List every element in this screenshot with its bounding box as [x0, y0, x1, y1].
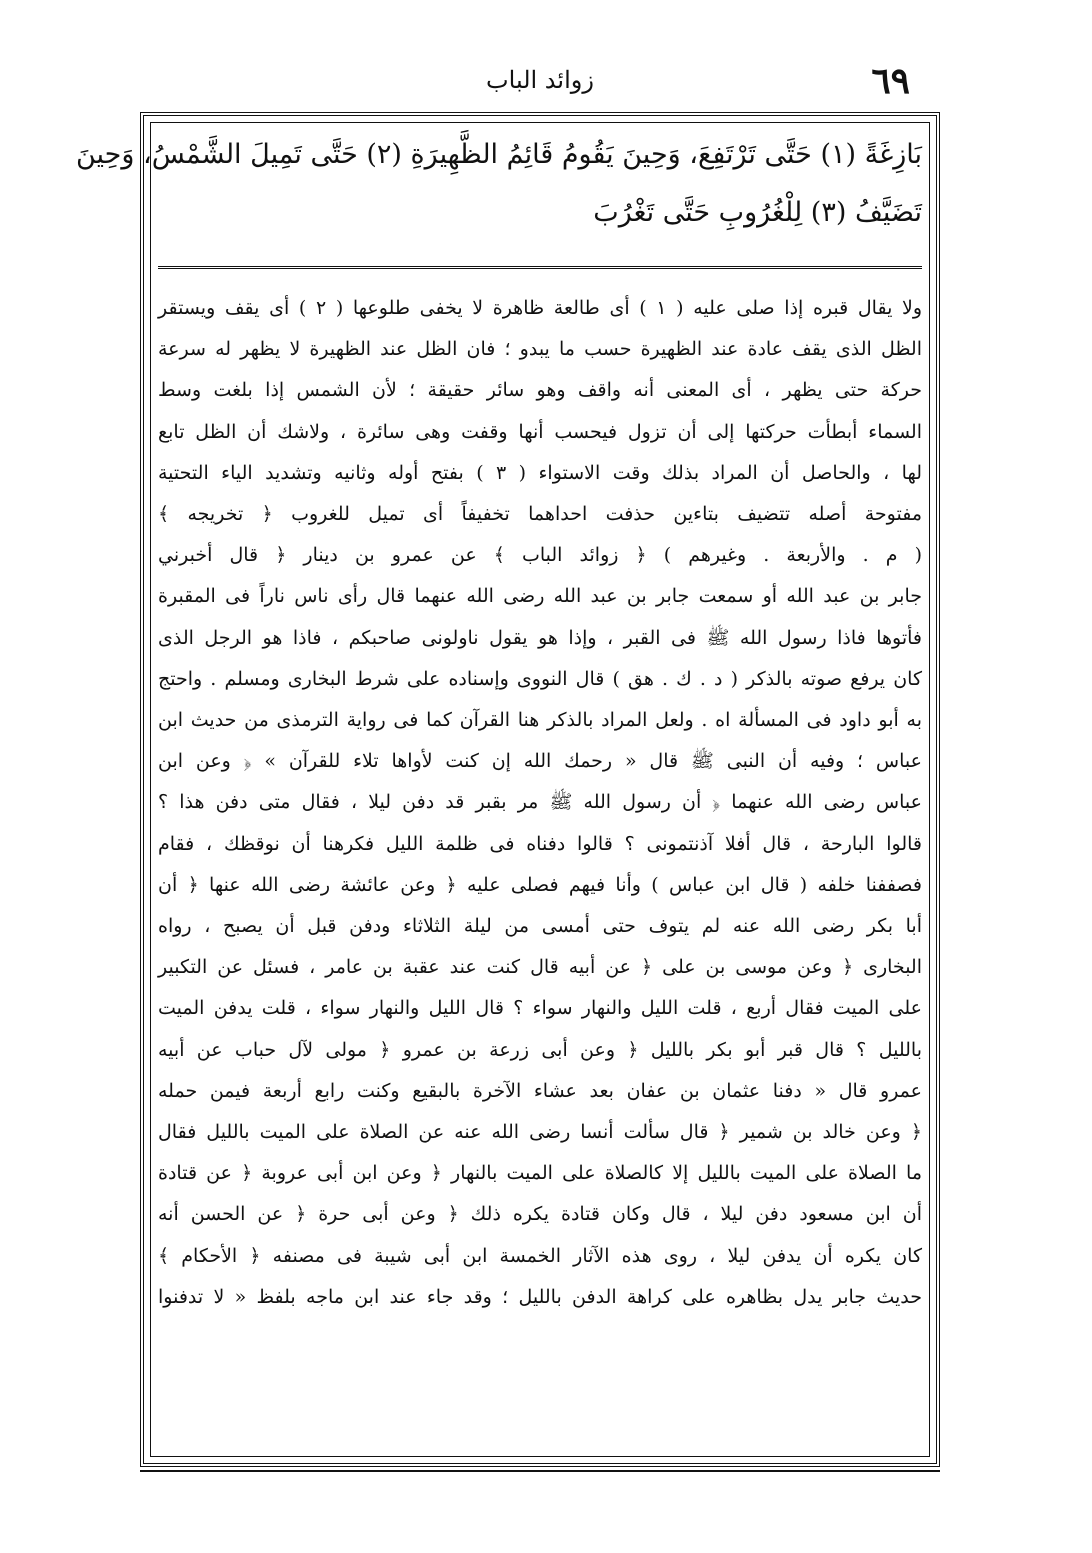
commentary-line: به أبو داود فى المسألة اه . ولعل المراد بالذكر هنا القرآن كما فى رواية الترمذى من حديث ابن	[158, 709, 922, 732]
commentary-line: أبا بكر رضى الله عنه لم يتوف حتى أمسى من ليلة الثلاثاء ودفن قبل أن يصبح ، رواه	[158, 915, 922, 938]
commentary-line: ولا يقال قبره إذا صلى عليه ( ١ ) أى طالعة ظاهرة لا يخفى طلوعها ( ٢ ) أى يقف ويستقر	[158, 297, 923, 319]
commentary-line: ما الصلاة على الميت بالليل إلا كالصلاة على الميت بالنهار ﴿ وعن ابن أبى عروبة ﴿ عن قتادة	[158, 1162, 922, 1185]
commentary-line: عباس رضى الله عنهما ﴿ أن رسول الله ﷺ مر بقبر قد دفن ليلا ، فقال متى دفن هذا ؟	[158, 791, 922, 814]
page-number: ٦٩	[871, 60, 910, 102]
commentary-line: كان يرفع صوته بالذكر ( د . ك . هق ) قال النووى وإسناده على شرط البخارى ومسلم . واحتج	[158, 667, 922, 690]
page-frame	[75, 112, 940, 1467]
commentary-line: السماء أبطأت حركتها إلى أن تزول فيحسب أنها وقفت وهى سائرة ، ولاشك أن الظل تابع	[158, 420, 922, 443]
running-title: زوائد الباب	[486, 66, 594, 94]
commentary-line: عباس ؛ وفيه أن النبى ﷺ قال « رحمك الله إن كنت لأواها تلاء للقرآن » ﴿ وعن ابن	[158, 750, 922, 773]
commentary-line: جابر بن عبد الله أو سمعت جابر بن عبد الله رضى الله عنهما قال رأى ناس ناراً فى المقبرة	[158, 585, 922, 608]
commentary-line: عمرو قال « دفنا عثمان بن عفان بعد عشاء الآخرة بالبقيع وكنت رابع أربعة فيمن حمله	[158, 1079, 922, 1102]
commentary-line: البخارى ﴿ وعن موسى بن على ﴿ عن أبيه قال كنت عند عقبة بن عامر ، فسئل عن التكبير	[158, 956, 922, 979]
commentary-line: مفتوحة أصله تتضيف بتاءين حذفت احداهما تخفيفاً أى تميل للغروب ﴿ تخريجه ﴾	[158, 503, 922, 526]
commentary-line: كان يكره أن يدفن ليلا ، روى هذه الآثار الخمسة ابن أبى شيبة فى مصنفه ﴿ الأحكام ﴾	[158, 1244, 922, 1267]
hadith-text	[75, 126, 922, 242]
commentary-line: أن ابن مسعود دفن ليلا ، قال وكان قتادة يكره ذلك ﴿ وعن أبى حرة ﴿ عن الحسن أنه	[158, 1203, 922, 1226]
commentary-text	[158, 288, 922, 1318]
commentary-line: حديث جابر يدل بظاهره على كراهة الدفن بالليل ؛ وقد جاء عند ابن ماجه بلفظ « لا تدفنوا	[158, 1285, 922, 1308]
section-separator	[158, 266, 922, 269]
hadith-line: بَازِغَةً (١) حَتَّى تَرْتَفِعَ، وَحِينَ يَقُومُ قَائِمُ الظَّهِيرَةِ (٢) حَتَّى تَمِيلَ الشَّمْسُ، وَحِينَ	[75, 139, 922, 170]
commentary-line: بالليل ؟ قال قبر أبو بكر بالليل ﴿ وعن أبى زرعة بن عمرو ﴿ مولى لآل حباب عن أبيه	[158, 1038, 922, 1061]
commentary-line: على الميت فقال أربع ، قلت الليل والنهار سواء ؟ قال الليل والنهار سواء ، قلت يدفن الميت	[158, 997, 922, 1020]
commentary-line: فأتوها فاذا رسول الله ﷺ فى القبر ، وإذا هو يقول ناولونى صاحبكم ، فاذا هو الرجل الذى	[158, 626, 922, 649]
hadith-line: تَضَيَّفُ (٣) لِلْغُرُوبِ حَتَّى تَغْرُبَ	[593, 197, 922, 228]
commentary-line: لها ، والحاصل أن المراد بذلك وقت الاستواء ( ٣ ) بفتح أوله وثانيه وتشديد الياء التحتية	[158, 461, 922, 484]
commentary-line: قالوا البارحة ، قال أفلا آذنتمونى ؟ قالوا دفناه فى ظلمة الليل فكرهنا أن نوقظك ، فقام	[158, 832, 922, 855]
commentary-line: حركة حتى يظهر ، أى المعنى أنه واقف وهو سائر حقيقة ؛ لأن الشمس إذا بلغت وسط	[158, 379, 922, 402]
commentary-line: الظل الذى يقف عادة عند الظهيرة حسب ما يبدو ؛ فان الظل عند الظهيرة لا يظهر له سرعة	[158, 338, 922, 361]
commentary-line: فصففنا خلفه ( قال ابن عباس ) وأنا فيهم فصلى عليه ﴿ وعن عائشة رضى الله عنها ﴿ أن	[158, 873, 922, 896]
commentary-line: ﴿ وعن خالد بن شمير ﴿ قال سألت أنسا رضى الله عنه عن الصلاة على الميت بالليل فقال	[158, 1121, 922, 1144]
page-header	[150, 60, 930, 110]
commentary-line: ( م . والأربعة . وغيرهم ) ﴿ زوائد الباب ﴾ عن عمرو بن دينار ﴿ قال أخبرني	[158, 544, 922, 567]
bottom-rule	[140, 1470, 940, 1472]
